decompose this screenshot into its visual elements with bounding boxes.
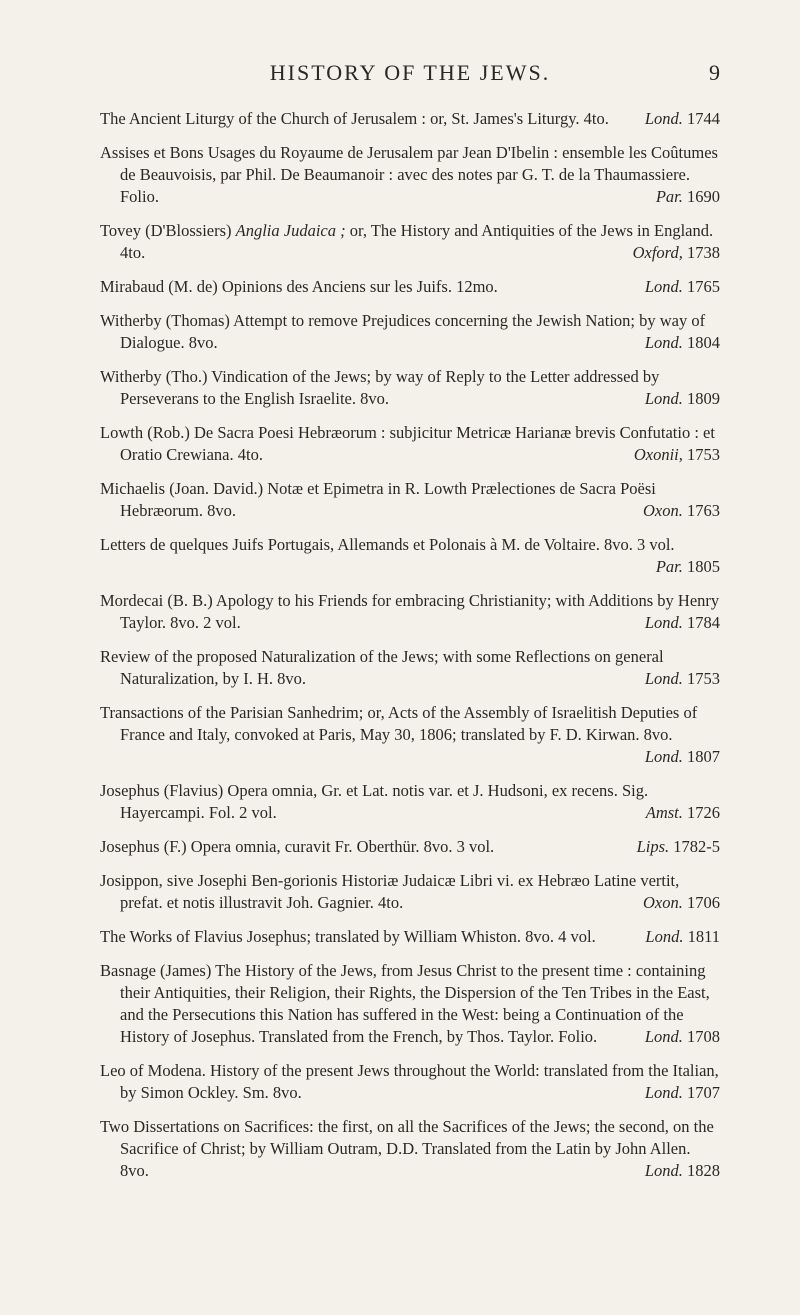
imprint-year: 1690 <box>687 187 720 206</box>
imprint-year: 1753 <box>687 445 720 464</box>
entry-description: The Works of Flavius Josephus; translated by William Whiston. 8vo. 4 vol. <box>100 927 596 946</box>
imprint-place: Lond. <box>644 747 683 766</box>
bibliography-entry <box>100 702 720 768</box>
entry-description: Lowth (Rob.) De Sacra Poesi Hebræorum : subjicitur Metricæ Harianæ brevis Confutatio : et Oratio Crewiana. 4to. <box>100 423 715 464</box>
entry-description: or, The History and Antiquities of the Jews in England. 4to. <box>120 221 714 262</box>
bibliography-entry <box>100 310 720 354</box>
imprint-year: 1807 <box>687 747 720 766</box>
entry-imprint <box>644 612 720 634</box>
entry-description: Basnage (James) The History of the Jews, from Jesus Christ to the present time : containing their Antiquities, their Religion, their Rights, the Dispersion of the Ten Tribes in the East, and the Persecutions this Nation has suffered in the West: being a Continuation of the History of Josephus. Translated from the French, by Thos. Taylor. Folio. <box>100 961 710 1046</box>
bibliography-entry <box>100 590 720 634</box>
imprint-year: 1744 <box>687 109 720 128</box>
imprint-place: Lond. <box>645 927 684 946</box>
entry-description: Michaelis (Joan. David.) Notæ et Epimetra in R. Lowth Prælectiones de Sacra Poësi Hebræorum. 8vo. <box>100 479 656 520</box>
entry-imprint <box>644 332 720 354</box>
entry-text <box>100 926 720 948</box>
imprint-year: 1782-5 <box>673 837 720 856</box>
entry-text <box>100 1060 720 1104</box>
entry-imprint <box>645 926 720 948</box>
imprint-place: Par. <box>655 187 683 206</box>
imprint-year: 1708 <box>687 1027 720 1046</box>
entry-description: Josippon, sive Josephi Ben-gorionis Historiæ Judaicæ Libri vi. ex Hebræo Latine vertit, prefat. et notis illustravit Joh. Gagnier. 4to. <box>100 871 680 912</box>
entry-description: Mordecai (B. B.) Apology to his Friends for embracing Christianity; with Additions by Henry Taylor. 8vo. 2 vol. <box>100 591 720 632</box>
imprint-year: 1753 <box>687 669 720 688</box>
entry-imprint <box>633 444 720 466</box>
imprint-year: 1804 <box>687 333 720 352</box>
imprint-place: Lips. <box>636 837 670 856</box>
entry-description: Leo of Modena. History of the present Jews throughout the World: translated from the Italian, by Simon Ockley. Sm. 8vo. <box>100 1061 719 1102</box>
entry-description: Josephus (Flavius) Opera omnia, Gr. et Lat. notis var. et J. Hudsoni, ex recens. Sig. Hayercampi. Fol. 2 vol. <box>100 781 649 822</box>
bibliography-entry <box>100 870 720 914</box>
entry-text <box>100 276 720 298</box>
imprint-place: Oxon. <box>643 893 683 912</box>
entry-description: Assises et Bons Usages du Royaume de Jerusalem par Jean D'Ibelin : ensemble les Coûtumes de Beauvoisis, par Phil. De Beaumanoir : avec des notes par G. T. de la Thaumassiere. Folio. <box>100 143 718 206</box>
entry-description: Review of the proposed Naturalization of the Jews; with some Reflections on general Naturalization, by I. H. 8vo. <box>100 647 664 688</box>
entry-imprint <box>644 1082 720 1104</box>
entry-text <box>100 366 720 410</box>
entry-description: Transactions of the Parisian Sanhedrim; or, Acts of the Assembly of Israelitish Deputies of France and Italy, convoked at Paris, May 30, 1806; translated by F. D. Kirwan. 8vo. <box>100 703 698 744</box>
entry-text <box>100 220 720 264</box>
entry-description: The Ancient Liturgy of the Church of Jerusalem : or, St. James's Liturgy. 4to. <box>100 109 609 128</box>
entry-description: Witherby (Tho.) Vindication of the Jews; by way of Reply to the Letter addressed by Perseverans to the English Israelite. 8vo. <box>100 367 660 408</box>
entry-text <box>100 836 720 858</box>
imprint-place: Lond. <box>644 613 683 632</box>
running-head <box>100 60 720 90</box>
bibliography-entry <box>100 534 720 578</box>
bibliography-entry <box>100 1116 720 1182</box>
imprint-year: 1809 <box>687 389 720 408</box>
imprint-place: Lond. <box>644 1027 683 1046</box>
imprint-place: Oxonii, <box>633 445 683 464</box>
entry-text <box>100 1116 720 1182</box>
bibliography-entry <box>100 836 720 858</box>
bibliography-entry <box>100 780 720 824</box>
imprint-year: 1726 <box>687 803 720 822</box>
entry-imprint <box>643 500 720 522</box>
entry-text <box>100 960 720 1048</box>
entry-imprint <box>645 802 720 824</box>
page-number: 9 <box>709 60 720 85</box>
imprint-year: 1706 <box>687 893 720 912</box>
imprint-year: 1763 <box>687 501 720 520</box>
imprint-year: 1738 <box>687 243 720 262</box>
entry-imprint <box>644 1160 720 1182</box>
entry-text <box>100 310 720 354</box>
imprint-place: Lond. <box>644 389 683 408</box>
imprint-year: 1828 <box>687 1161 720 1180</box>
entry-imprint <box>644 108 720 130</box>
entry-text <box>100 702 720 766</box>
bibliography-entry <box>100 366 720 410</box>
entry-text <box>100 870 720 914</box>
imprint-place: Lond. <box>644 109 683 128</box>
imprint-place: Amst. <box>645 803 683 822</box>
imprint-place: Lond. <box>644 277 683 296</box>
bibliography-entry <box>100 646 720 690</box>
entry-imprint <box>632 242 720 264</box>
imprint-place: Par. <box>655 557 683 576</box>
entry-imprint <box>644 668 720 690</box>
bibliography-entry <box>100 142 720 208</box>
entry-text <box>100 534 720 576</box>
entry-imprint <box>644 746 720 768</box>
imprint-year: 1707 <box>687 1083 720 1102</box>
entry-description: Mirabaud (M. de) Opinions des Anciens sur les Juifs. 12mo. <box>100 277 498 296</box>
bibliography-entry <box>100 926 720 948</box>
imprint-year: 1805 <box>687 557 720 576</box>
bibliography-entry <box>100 220 720 264</box>
entry-text <box>100 142 720 208</box>
bibliography-entry <box>100 1060 720 1104</box>
entry-imprint <box>644 388 720 410</box>
entry-imprint <box>636 836 720 858</box>
imprint-place: Lond. <box>644 1083 683 1102</box>
imprint-place: Oxon. <box>643 501 683 520</box>
imprint-year: 1765 <box>687 277 720 296</box>
entry-text <box>100 646 720 690</box>
entry-imprint <box>643 892 720 914</box>
bibliography-entry <box>100 108 720 130</box>
bibliography-entry <box>100 960 720 1048</box>
entry-imprint <box>644 276 720 298</box>
bibliography-entry <box>100 276 720 298</box>
imprint-place: Lond. <box>644 669 683 688</box>
entry-imprint <box>655 556 720 578</box>
bibliography-entry <box>100 478 720 522</box>
imprint-year: 1784 <box>687 613 720 632</box>
entry-text <box>100 422 720 466</box>
entry-description: Josephus (F.) Opera omnia, curavit Fr. Oberthür. 8vo. 3 vol. <box>100 837 495 856</box>
entry-text <box>100 780 720 824</box>
bibliography-entry <box>100 422 720 466</box>
imprint-year: 1811 <box>687 927 720 946</box>
entry-text <box>100 590 720 634</box>
entry-imprint <box>644 1026 720 1048</box>
entry-description: Witherby (Thomas) Attempt to remove Prejudices concerning the Jewish Nation; by way of Dialogue. 8vo. <box>100 311 706 352</box>
entry-text <box>100 108 720 130</box>
imprint-place: Lond. <box>644 1161 683 1180</box>
bibliography-list <box>100 108 720 1194</box>
entry-author: Tovey (D'Blossiers) <box>100 221 236 240</box>
entry-description: Two Dissertations on Sacrifices: the first, on all the Sacrifices of the Jews; the second, on the Sacrifice of Christ; by William Outram, D.D. Translated from the Latin by John Allen. 8vo. <box>100 1117 714 1180</box>
imprint-place: Lond. <box>644 333 683 352</box>
entry-italic-title: Anglia Judaica ; <box>235 221 346 240</box>
imprint-place: Oxford, <box>632 243 683 262</box>
entry-imprint <box>655 186 720 208</box>
entry-description: Letters de quelques Juifs Portugais, Allemands et Polonais à M. de Voltaire. 8vo. 3 vol. <box>100 535 675 554</box>
entry-text <box>100 478 720 522</box>
page-title: HISTORY OF THE JEWS. <box>269 60 551 85</box>
